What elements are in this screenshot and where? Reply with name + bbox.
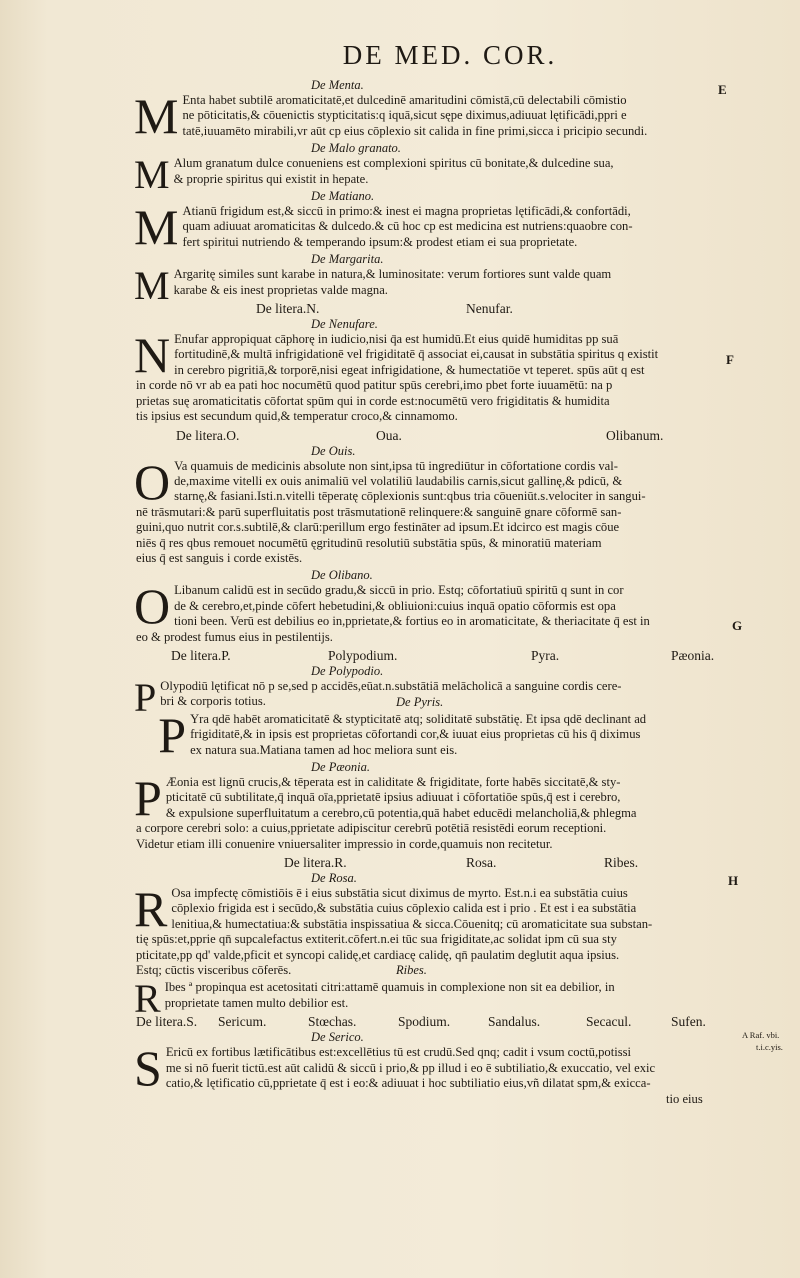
running-head: DE MED. COR.: [342, 40, 558, 70]
text-line: niēs q̄ res qbus remouet nocumētū ęgritudinū resolutiū substātia spūs, & minoratiū materiam: [136, 535, 602, 550]
text-line: Atianū frigidum est,& siccū in primo:& inest ei magna proprietas lętificādi,& confortādi,: [182, 204, 631, 219]
text-line: Alum granatum dulce conueniens est complexioni spiritus cū bonitate,& dulcedine sua,: [173, 156, 614, 171]
entry-header: De Matiano.: [311, 189, 375, 204]
drop-initial: P: [134, 674, 157, 720]
entry-header: De Ouis.: [311, 443, 356, 458]
index-word: Oua.: [376, 427, 402, 443]
entry-paragraph: [134, 327, 734, 424]
entry-paragraph: [134, 453, 734, 567]
entry-paragraph: [136, 706, 734, 763]
index-word: Polypodium.: [328, 647, 398, 663]
text-line: tatē,iuuamēto mirabili,vr aūt cp eius cōplexio sit calida in fine primi,sicca i pricipio secundi.: [182, 123, 648, 138]
text-line: pticitatē cū subtilitate,q̄ inquā oīa,pprietatē ipsius adiuuat i cōfortatiōe spūs,q̄ est i cerebro,: [165, 790, 621, 805]
entry-paragraph: [134, 770, 734, 852]
entry-header: Ribes.: [396, 963, 427, 978]
index-word: De litera.P.: [171, 647, 231, 663]
text-line: frigiditatē,& in ipsis est proprietas cōfortandi cor,& iuuat eius proprietas cū his q̄ diximus: [190, 727, 641, 742]
index-word: Secacul.: [586, 1014, 632, 1030]
drop-initial: R: [134, 881, 168, 938]
text-line: eo & prodest fumus eius in pestilentijs.: [136, 629, 333, 644]
entry-paragraph: [134, 1040, 734, 1107]
entry-header: De Olibano.: [311, 568, 373, 583]
margin-note-ref-2: t.i.c.yis.: [756, 1042, 783, 1052]
text-line: me si nō fuerit tictū.est aūt calidū & siccū i prio,& pp illud i eo ē subtiliatio,& exuccatio, vel exic: [165, 1060, 656, 1075]
text-line: catio,& lętificatio cū,pprietate q̄ est i eo:& adiuuat i hoc subtiliatio eius,vñ dilatat spm,& exicca-: [165, 1076, 651, 1091]
text-line: de & cerebro,et,pinde cōfert hebetudini,& obliuioni:cuius inquā opatio cōformis est opa: [174, 598, 616, 613]
text-line: & proprie spiritus qui existit in hepate.: [173, 171, 369, 186]
index-word: De litera.S.: [136, 1014, 198, 1030]
text-line: a corpore cerebri solo: a cuius,pprietate adipiscitur cerebrū potētiā resistēdi eorum receptioni.: [136, 821, 607, 836]
text-line: proprietate tamen multo debilior est.: [164, 995, 349, 1010]
text-line: Æonia est lignū crucis,& tēperata est in caliditate & frigiditate, forte habēs siccitatē,& sty-: [165, 775, 621, 789]
text-line: Argaritę similes sunt karabe in natura,& luminositate: verum fortiores sunt valde quam: [173, 267, 612, 282]
drop-initial: M: [134, 263, 170, 309]
text-line: Yra qdē habēt aromaticitatē & stypticitatē atq; soliditatē substātię. Et ipsa qdē declinant ad: [190, 711, 647, 726]
text-line: ne pōticitatis,& cōuenictis stypticitatis:q iquā,sicut sępe diximus,adiuuat lętificādi,ppri e: [182, 108, 627, 123]
text-line: Enta habet subtilē aromaticitatē,et dulcedinē amaritudini cōmistā,cū delectabili cōmistio: [182, 93, 627, 107]
entry-header: De Nenufare.: [311, 317, 378, 332]
entry-header: De Serico.: [311, 1030, 364, 1045]
entry-paragraph: [134, 881, 734, 978]
text-line: in cerebro pigritiā,& torporē,nisi egeat infrigidatione, & humectatiōe vt teperet. spūs aūt q est: [174, 362, 645, 377]
text-line: Libanum calidū est in secūdo gradu,& siccū in prio. Estq; cōfortatiuū spiritū q sunt in cor: [174, 583, 624, 598]
margin-letter-f: F: [726, 352, 734, 367]
text-line: Estq; cūctis visceribus cōferēs.: [136, 963, 292, 978]
index-word: Nenufar.: [466, 301, 513, 317]
entry-header: De Rosa.: [311, 871, 357, 886]
index-word: Pæonia.: [671, 647, 715, 663]
text-line: Enufar appropiquat cāphorę in iudicio,nisi q̄a est humidū.Et eius quidē humiditas pp suā: [174, 332, 619, 347]
index-word: Ribes.: [604, 855, 639, 871]
margin-letter-g: G: [732, 618, 743, 633]
text-line: in corde nō vr ab ea pati hoc nocumētū quod patitur spūs cerebri,imo pbet forte iuuamētū: na p: [136, 378, 613, 393]
text-line: quam adiuuat aromaticitas & dulcedo.& cū hoc cp est medicina est nutriens:quaobre con-: [182, 219, 633, 234]
text-line: Ericū ex fortibus lætificātibus est:excellētius tū est crudū.Sed qnq; cadit i vsum coctū,potissi: [165, 1045, 631, 1060]
text-line: Va quamuis de medicinis absolute non sint,ipsa tū ingrediūtur in cōfortatione cordis val-: [174, 458, 618, 473]
text-line: lenitiua,& humectatiua:& substātia inspissatiua & sicca.Cōuenitq; cū aromaticitate sua substan-: [171, 916, 653, 931]
text-line: pticitate,pp qd' valde,pficit et syncopi calidę,et cardiacę calidę, qn̄ paulatim deglutit aqua ipsius.: [136, 947, 620, 962]
drop-initial: O: [134, 578, 171, 635]
text-line: Osa impfectę cōmistiōis ē i eius substātia sicut diximus de myrto. Est.n.i ea substātia cuius: [171, 886, 628, 901]
text-line: fortitudinē,& multā infrigidationē vel frigiditatē q̄ associat ei,causat in substātia spiritus q existit: [174, 347, 659, 362]
text-line: tię spūs:et,pprie qn̄ supcalefactus extiterit.cōfert.n.ei tūc sua frigiditate,ac solidat ipm cū sua sty: [136, 932, 617, 947]
text-line: cōplexio frigida est i secūdo,& substātia cuius cōplexio calida est i prio . Et est i ea substātia: [171, 901, 637, 916]
index-word: Pyra.: [531, 647, 560, 663]
index-word: Rosa.: [466, 855, 497, 871]
entry-header: De Pyris.: [396, 694, 444, 709]
letter-index-row: [136, 854, 734, 871]
drop-initial: M: [134, 199, 179, 256]
index-word: Sandalus.: [488, 1014, 541, 1030]
text-line: de,maxime vitelli ex ouis animaliū vel volatiliū laudabilis carnis,sicut gallinę,& pdicū, &: [174, 473, 623, 488]
margin-letter-e: E: [718, 82, 727, 97]
index-word: Spodium.: [398, 1014, 451, 1030]
index-word: Stœchas.: [308, 1014, 357, 1030]
text-line: Olypodiū lętificat nō p se,sed p accidēs,eūat.n.substātiā melācholicā a sanguine cordis cere-: [160, 678, 622, 693]
index-word: Olibanum.: [606, 427, 664, 443]
text-line: bri & corporis totius.: [160, 694, 266, 709]
letter-index-row: [136, 300, 734, 317]
text-line: & expulsione superfluitatum a cerebro,cū potentia,quā habet educēdi melancholiā,& phlegma: [165, 805, 637, 820]
text-line: prietas suę aromaticitatis cōfortat spūm qui in corde est:nocumētū vero frigiditatis & humidita: [136, 393, 610, 408]
drop-initial: N: [134, 327, 171, 384]
text-line: fert spiritui nutriendo & temperando ipsum:& prodest etiam ei sua proprietate.: [182, 234, 578, 249]
index-word: De litera.O.: [176, 427, 240, 443]
text-line: nē trāsmutari:& parū superfluitatis post trāsmutationē relinquere:& sanguinē gnare cōformē san-: [136, 504, 622, 519]
drop-initial: O: [134, 453, 171, 510]
entry-header: De Malo granato.: [311, 141, 401, 156]
text-line: starnę,& fasiani.Isti.n.vitelli tēperatę cōplexionis sunt:qbus tria cōueniūt.s.velociter in sangui-: [174, 489, 646, 504]
index-word: Sufen.: [671, 1014, 706, 1030]
letter-index-row: [136, 647, 734, 664]
entry-paragraph: [134, 578, 734, 645]
entry-header: De Menta.: [311, 78, 364, 92]
entry-header: De Polypodio.: [311, 663, 384, 678]
drop-initial: S: [134, 1040, 162, 1097]
text-line: Ibes ª propinqua est acetositati citri:attamē quamuis in complexione non sit ea debilior, in: [164, 980, 615, 995]
text-line: Videtur etiam illi conuenire vniuersaliter impressio in corde,quamuis non recitetur.: [136, 836, 553, 851]
drop-initial: M: [134, 152, 170, 198]
text-line: eius q̄ est sanguis i corde existēs.: [136, 550, 303, 565]
drop-initial: P: [134, 770, 162, 826]
entry-paragraph: [134, 199, 734, 256]
margin-note-ref: A Raf. vbi.: [742, 1030, 780, 1040]
text-line: guini,quo nutrit cor.s.subtilē,& clarū:perillum ergo festināter ad ipsum.Et idcirco est magis cōue: [136, 520, 620, 535]
index-word: Sericum.: [218, 1014, 267, 1030]
entry-header: De Pæonia.: [311, 760, 371, 774]
margin-letter-h: H: [728, 873, 739, 888]
letter-index-row: [136, 1013, 734, 1030]
drop-initial: P: [158, 706, 187, 763]
text-column: [136, 78, 734, 1109]
drop-initial: R: [134, 976, 161, 1022]
entry-header: De Margarita.: [311, 252, 384, 267]
text-line: tis ipsius est secundum quid,& temperatur croco,& cinnamomo.: [136, 409, 458, 424]
index-word: De litera.R.: [284, 855, 347, 871]
text-line: karabe & eis inest proprietas valde magna.: [173, 282, 388, 297]
index-word: De litera.N.: [256, 301, 320, 317]
drop-initial: M: [134, 88, 179, 144]
text-line: tioni been. Verū est debilius eo in,pprietate,& fortius eo in aromaticitate, & theriacitate q̄ est in: [174, 614, 650, 629]
entry-paragraph: [134, 88, 734, 144]
text-line: ex natura sua.Matiana tamen ad hoc meliora sunt eis.: [190, 742, 458, 757]
letter-index-row: [136, 427, 734, 444]
catchword: tio eius: [666, 1091, 703, 1106]
